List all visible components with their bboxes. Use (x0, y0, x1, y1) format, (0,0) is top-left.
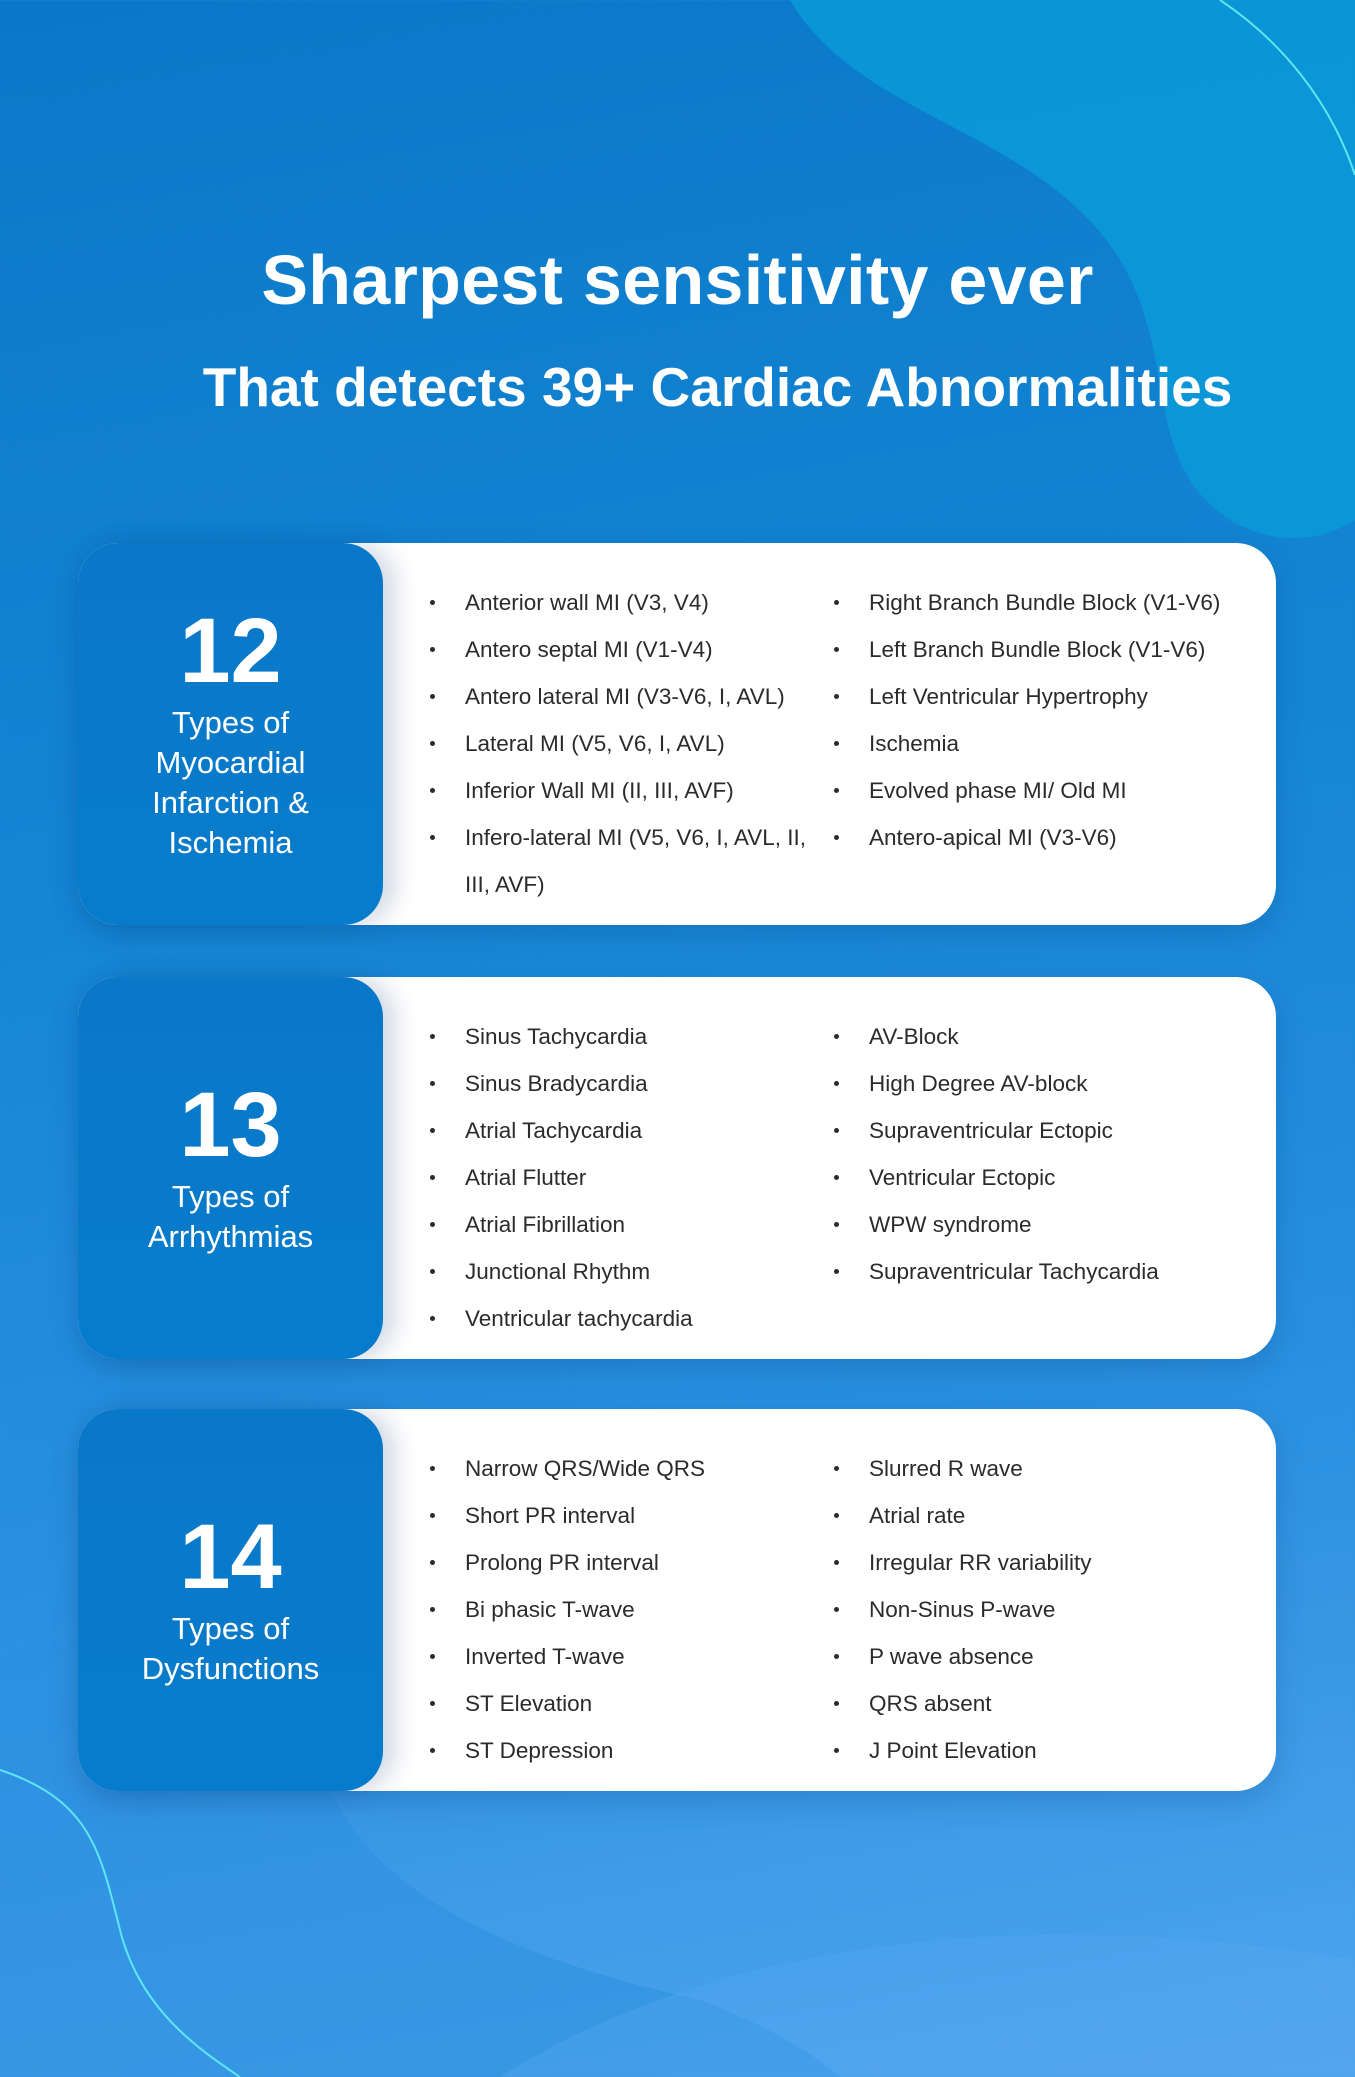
badge-arrhythmias (78, 977, 383, 1359)
list-item: Atrial Tachycardia (430, 1107, 810, 1154)
list-item: Antero-apical MI (V3-V6) (834, 814, 1264, 861)
list-item: Right Branch Bundle Block (V1-V6) (834, 579, 1264, 626)
list-column-1 (430, 1013, 810, 1342)
list-item: Atrial Fibrillation (430, 1201, 810, 1248)
list-item: Prolong PR interval (430, 1539, 810, 1586)
page-subtitle: That detects 39+ Cardiac Abnormalities (202, 356, 1233, 418)
list-item: Inferior Wall MI (II, III, AVF) (430, 767, 810, 814)
page-title: Sharpest sensitivity ever (261, 241, 1094, 319)
list-column-1 (430, 579, 810, 908)
list-item: Short PR interval (430, 1492, 810, 1539)
list-item: Narrow QRS/Wide QRS (430, 1445, 810, 1492)
list-item: ST Elevation (430, 1680, 810, 1727)
badge-number: 14 (179, 1506, 282, 1608)
list-item: Supraventricular Tachycardia (834, 1248, 1264, 1295)
badge-number: 13 (179, 1074, 282, 1176)
list-item: Antero septal MI (V1-V4) (430, 626, 810, 673)
list-item: Ventricular Ectopic (834, 1154, 1264, 1201)
card-dysfunctions (78, 1409, 1276, 1791)
list-item: Irregular RR variability (834, 1539, 1264, 1586)
list-item: Non-Sinus P-wave (834, 1586, 1264, 1633)
list-item: Inverted T-wave (430, 1633, 810, 1680)
list-item: Slurred R wave (834, 1445, 1264, 1492)
list-item: Left Ventricular Hypertrophy (834, 673, 1264, 720)
badge-label: Types of Arrhythmias (147, 1179, 314, 1254)
list-item: Junctional Rhythm (430, 1248, 810, 1295)
list-item: Atrial Flutter (430, 1154, 810, 1201)
list-item: Antero lateral MI (V3-V6, I, AVL) (430, 673, 810, 720)
list-column-2 (834, 1445, 1264, 1774)
badge-dysfunctions (78, 1409, 383, 1791)
list-item: Ischemia (834, 720, 1264, 767)
list-item: Sinus Tachycardia (430, 1013, 810, 1060)
list-item: Sinus Bradycardia (430, 1060, 810, 1107)
list-item: Lateral MI (V5, V6, I, AVL) (430, 720, 810, 767)
list-item: Supraventricular Ectopic (834, 1107, 1264, 1154)
list-item: J Point Elevation (834, 1727, 1264, 1774)
list-item: Left Branch Bundle Block (V1-V6) (834, 626, 1264, 673)
list-item: High Degree AV-block (834, 1060, 1264, 1107)
badge-myocardial-infarction (78, 543, 383, 925)
list-column-2 (834, 579, 1264, 861)
list-item: P wave absence (834, 1633, 1264, 1680)
list-item: Ventricular tachycardia (430, 1295, 810, 1342)
list-item: QRS absent (834, 1680, 1264, 1727)
list-item: WPW syndrome (834, 1201, 1264, 1248)
card-arrhythmias (78, 977, 1276, 1359)
list-item: Bi phasic T-wave (430, 1586, 810, 1633)
badge-label: Types of Myocardial Infarction & Ischemia (152, 705, 309, 860)
list-column-2 (834, 1013, 1264, 1295)
list-item: Anterior wall MI (V3, V4) (430, 579, 810, 626)
card-myocardial-infarction (78, 543, 1276, 925)
list-item: Evolved phase MI/ Old MI (834, 767, 1264, 814)
badge-number: 12 (179, 600, 282, 702)
list-item: Atrial rate (834, 1492, 1264, 1539)
list-item: Infero-lateral MI (V5, V6, I, AVL, II, III, AVF) (430, 814, 810, 908)
list-column-1 (430, 1445, 810, 1774)
list-item: ST Depression (430, 1727, 810, 1774)
list-item: AV-Block (834, 1013, 1264, 1060)
badge-label: Types of Dysfunctions (141, 1611, 320, 1686)
